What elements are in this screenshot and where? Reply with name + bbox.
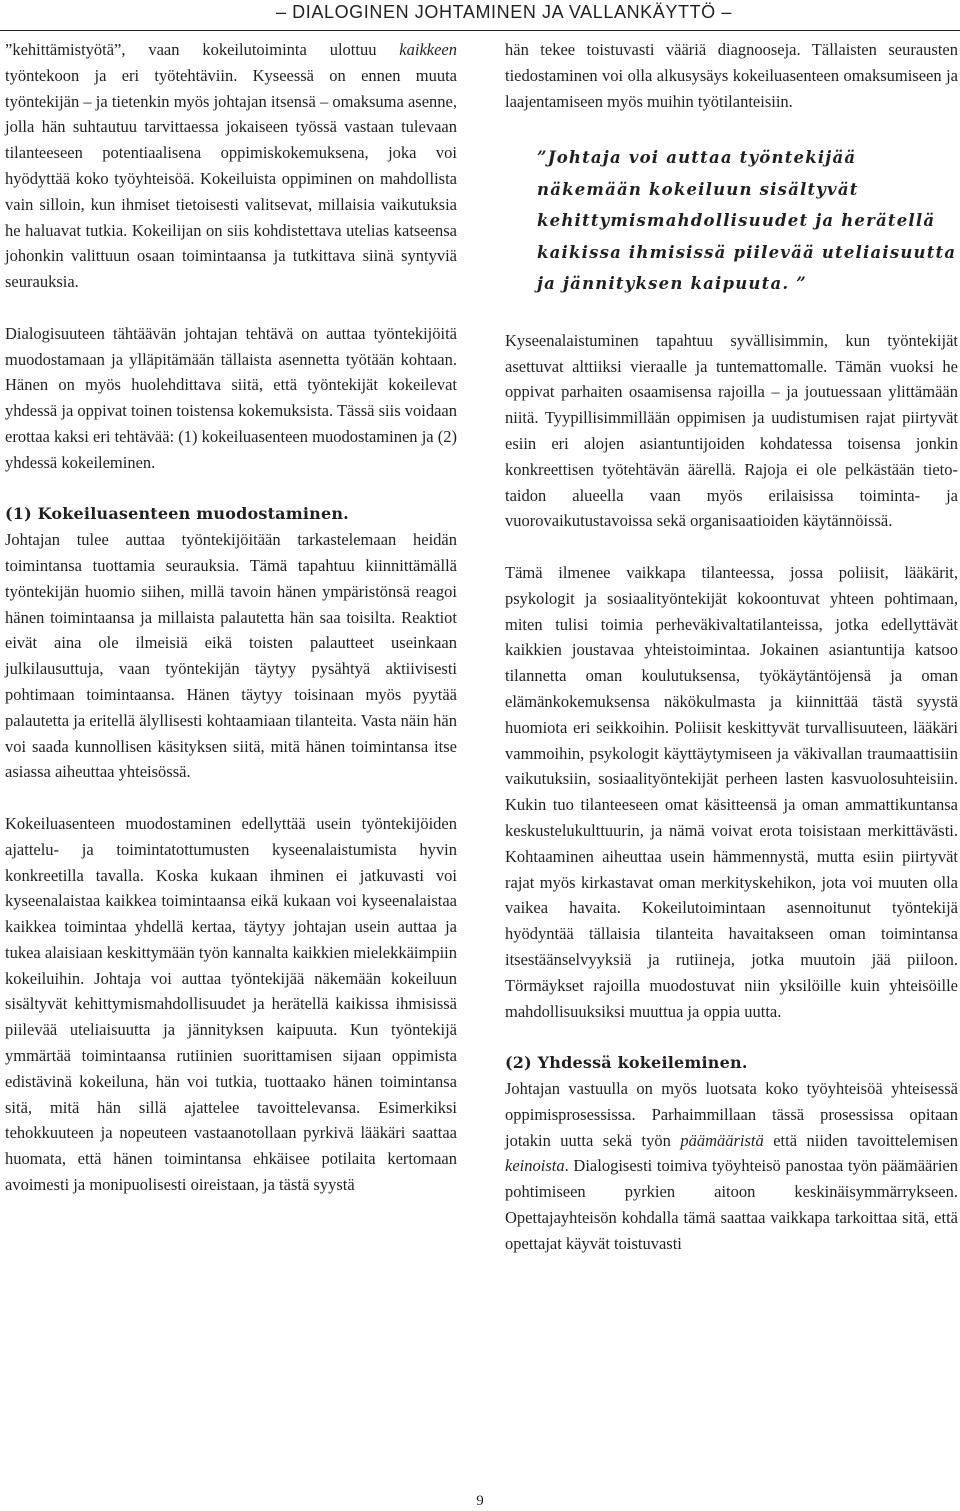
paragraph <box>5 37 457 295</box>
emphasis: päämääristä <box>680 1130 764 1150</box>
running-title: – DIALOGINEN JOHTAMINEN JA VALLANKÄYTTÖ – <box>275 2 732 22</box>
emphasis: kaikkeen <box>399 40 457 59</box>
emphasis: keinoista <box>505 1156 565 1176</box>
section-heading: (1) Kokeiluasenteen muodostaminen. <box>5 504 349 524</box>
page-number: 9 <box>476 1493 484 1509</box>
right-column <box>505 37 958 1257</box>
text-run: Johtajan vastuulla on myös luotsata koko työyhteisöä yhteisessä oppimisprosessissa. Parhaimmillaan tässä prosessissa opitaan jotakin uutta sekä työn <box>505 1079 958 1150</box>
pull-quote: ”Johtaja voi auttaa työntekijää näkemään kokeiluun sisältyvät kehittymismahdollisuudet ja herätellä kaikissa ihmisissä piilevää uteliaisuutta ja jännityksen kaipuuta. ” <box>537 148 957 294</box>
section-heading: (2) Yhdessä kokeileminen. <box>505 1053 748 1073</box>
paragraph <box>505 1076 958 1257</box>
text-run: että niiden tavoittelemisen <box>763 1130 958 1150</box>
running-header <box>0 0 960 31</box>
paragraph: Tämä ilmenee vaikkapa tilanteessa, jossa poliisit, lääkärit, psykologit ja sosiaalityöntekijät kokoontuvat yhteen pohtimaan, miten tulisi toimia perheväkivaltatilanteissa, jotka edellyttävät kaikkien joustavaa yhteistoimintaa. Jokainen asiantuntija katsoo tilannetta oman koulutuksensa, työkäytäntöjensä ja oman elämänkokemuksensa näkökulmasta ja kiinnittää tästä syystä huomiota eri seikkoihin. Poliisit keskittyvät turvallisuuteen, lääkäri vammoihin, psykologit käyttäytymiseen ja väkivallan traumaattisiin vaikutuksiin, sosiaalityöntekijät perheen lasten kasvuolosuhteisiin. Kukin tuo tilanteeseen omat käsitteensä ja oman ammattikuntansa keskustelukulttuurin, ja nämä voivat erota toisistaan merkittävästi. Kohtaaminen aiheuttaa usein hämmennystä, mutta esiin piirtyvät rajat myös kirkastavat oman merkityskehikon, jota voi muuten olla vaikea havaita. Kokeilutoimintaan asennoitunut työntekijä hyödyntää tällaisia tilanteita havaitakseen oman toimintansa itsestäänselvyyksiä ja rutiineja, jotka muutoin jää piiloon. Törmäykset rajoilla muodostuvat niin yksilöille kuin yhteisöille mahdollisuuksiksi muuttua ja oppia uutta. <box>505 563 958 1021</box>
paragraph: Dialogisuuteen tähtäävän johtajan tehtävä on auttaa työntekijöitä muodostamaan ja ylläpitämään tällaista asennetta työtään kohtaan. Hänen on myös huolehdittava siitä, että työntekijät kokeilevat yhdessä ja oppivat toinen toistensa kokemuksista. Tässä siis voidaan erottaa kaksi eri tehtävää: (1) kokeiluasenteen muodostaminen ja (2) yhdessä kokeileminen. <box>5 323 458 472</box>
text-run: työntekoon ja eri työtehtäviin. Kyseessä on ennen muuta työntekijän – ja tietenkin myös johtajan itsensä – omaksuma asenne, jolla hän suhtautuu tarvittaessa jokaiseen työssä vastaan tulevaan tilanteeseen potentiaalisena oppimiskokemuksena, joka voi hyödyttää koko työyhteisöä. Kokeiluista oppiminen on mahdollista vain silloin, kun ihmiset tietoisesti valitsevat, millaisia vaikutuksia he haluavat tutkia. Kokeilijan on siis kohdistettava utelias katseensa johonkin valittuun osaan toimintaansa ja tutkittava siinä syntyviä seurauksia. <box>5 65 457 292</box>
paragraph: Kokeiluasenteen muodostaminen edellyttää usein työntekijöiden ajattelu- ja toimintatottumusten kyseenalaistumista hyvin konkreetilla tavalla. Koska kukaan ihminen ei jatkuvasti voi kyseenalaistaa kaikkea toimintaansa eikä kukaan voi kyseenalaistaa kaikkea toimintaa yhdellä kertaa, täytyy johtajan usein auttaa ja tukea alaisiaan keskittymään työn kannalta kaikkien mielekkäimpiin kokeiluihin. Johtaja voi auttaa työntekijää näkemään kokeiluun sisältyvät kehittymismahdollisuudet ja herätellä kaikissa ihmisissä piilevää uteliaisuutta ja jännityksen kaipuuta. Kun työntekijä ymmärtää toimintaansa rutiinien suorittamisen sijaan oppimista edistävinä kokeiluna, hän voi tutkia, tuottaako hänen toimintansa sitä, mitä hän sillä ajattelee tavoittelevansa. Esimerkiksi tehokkuuteen ja nopeuteen vastaanotollaan pyrkivä lääkäri saattaa huomata, että hänen toimintansa ehkäisee potilaita kertomaan avoimesti ja monipuolisesti oireistaan, ja tästä syystä <box>5 813 457 1195</box>
paragraph: hän tekee toistuvasti vääriä diagnooseja. Tällaisten seurausten tiedostaminen voi olla alkusysäys kokeiluasenteen omaksumiseen ja laajentamiseen myös muihin työtilanteisiin. <box>505 40 958 111</box>
paragraph: Kyseenalaistuminen tapahtuu syvällisimmin, kun työntekijät asettuvat alttiiksi vieraalle ja tuntemattomalle. Tämän vuoksi he oppivat parhaiten osaamisensa rajoilla – ja joutuessaan ylittämään niitä. Tyypillisimmillään oppimisen ja uudistumisen rajat piirtyvät esiin eri alojen asiantuntijoiden kohdatessa toisensa jonkin konkreettisen työtehtävän äärellä. Rajoja ei ole pelkästään tieto-taidon alueella vaan myös erilaisissa toiminta- ja vuorovaikutustavoissa sekä organisaatioiden käytännöissä. <box>505 330 958 531</box>
left-column <box>5 37 457 1198</box>
paragraph: Johtajan tulee auttaa työntekijöitään tarkastelemaan heidän toimintansa tuottamia seurauksia. Tämä tapahtuu kiinnittämällä työntekijän huomio siihen, millä tavoin hänen ympäristönsä reagoi hänen toimintaansa ja millaista palautetta hän saa toisilta. Reaktiot eivät aina ole ilmeisiä eikä toisten palautteet useinkaan julkilausuttuja, vaan työntekijän täytyy pysähtyä aktiivisesti pohtimaan toimintaansa. Hänen täytyy toisinaan myös pyytää palautetta ja eritellä älyllisesti kohtaamiaan tilanteita. Vasta näin hän voi saada kunnollisen käsityksen siitä, mitä hänen toimintansa itse asiassa aiheuttaa yhteisössä. <box>5 530 457 782</box>
text-run: ”kehittämistyötä”, vaan kokeilutoiminta ulottuu <box>5 40 400 59</box>
text-run: . Dialogisesti toimiva työyhteisö panostaa työn päämäärien pohtimiseen pyrkien aitoon keskinäisymmärrykseen. Opettajayhteisön kohdalla tämä saattaa vaikkapa tarkoittaa sitä, että opettajat käyvät toistuvasti <box>505 1156 958 1253</box>
